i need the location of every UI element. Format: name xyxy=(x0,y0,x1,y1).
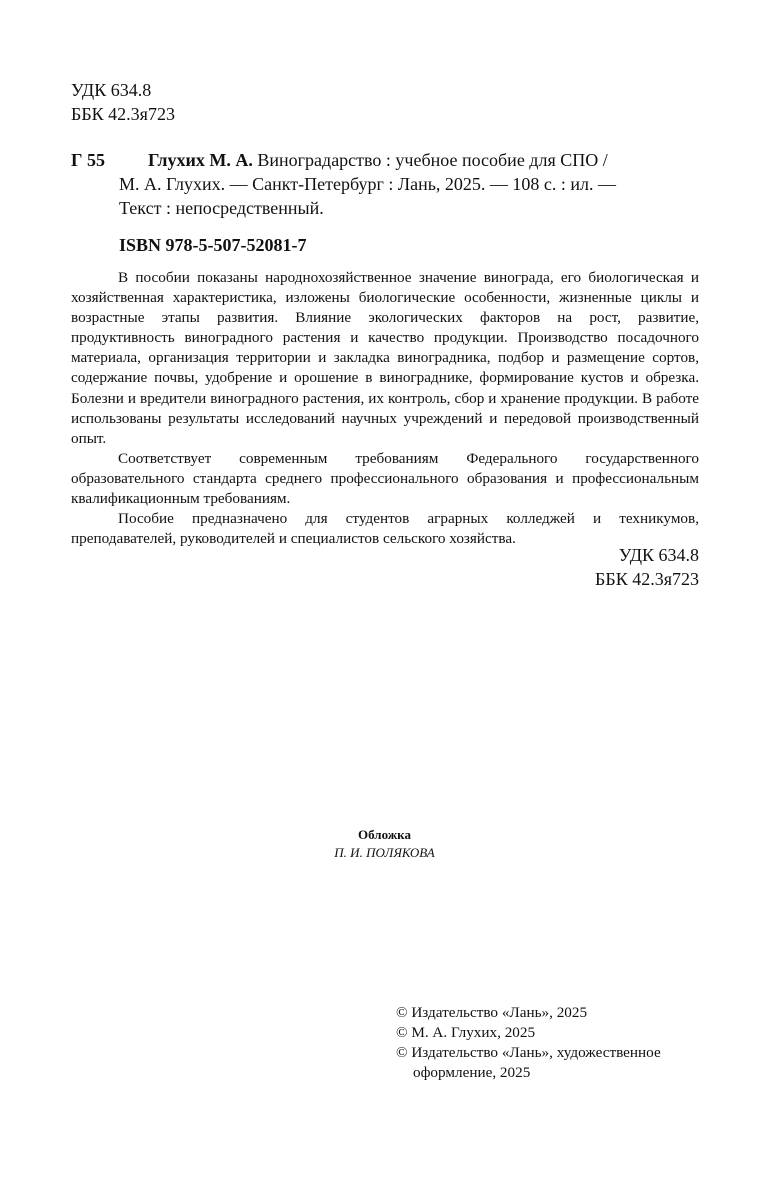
udk-code: УДК 634.8 xyxy=(71,80,152,100)
author-name: Глухих М. А. xyxy=(148,150,253,170)
description-line-1 xyxy=(119,148,699,172)
bibliographic-entry xyxy=(71,148,699,220)
copyright-line-design-cont: оформление, 2025 xyxy=(413,1064,531,1081)
copyright-line-design: © Издательство «Лань», художественное xyxy=(396,1044,661,1061)
author-mark: Г 55 xyxy=(71,150,105,170)
copyright-block xyxy=(396,1003,661,1083)
cover-credit xyxy=(0,826,769,862)
bibliographic-description xyxy=(119,148,699,220)
book-title: Виноградарство : учебное пособие для СПО / xyxy=(252,150,608,170)
copyright-line-publisher: © Издательство «Лань», 2025 xyxy=(396,1004,588,1021)
abstract-paragraph: Соответствует современным требованиям Федерального государственного образовательного стандарта среднего профессионального образования и профессиональным квалификационным требованиям. xyxy=(71,449,699,508)
isbn: ISBN 978-5-507-52081-7 xyxy=(119,235,307,255)
classification-footer xyxy=(595,543,699,591)
classification-header xyxy=(71,78,175,126)
abstract-paragraph: В пособии показаны народнохозяйственное значение винограда, его биологическая и хозяйственная характеристика, изложены биологические особенности, жизненные циклы и возрастные этапы развития. Влияние экологических факторов на рост, развитие, продуктивность виноградного растения и качество продукции. Производство посадочного материала, организация территории и закладка виноградника, подбор и размещение сортов, содержание почвы, удобрение и орошение в винограднике, формирование кустов и обрезка. Болезни и вредители виноградного растения, их контроль, сбор и хранение продукции. В работе использованы результаты исследований научных учреждений и передовой производственный опыт. xyxy=(71,269,699,447)
cover-label: Обложка xyxy=(358,827,411,842)
bbk-code: ББК 42.3я723 xyxy=(71,104,175,124)
udk-code-footer: УДК 634.8 xyxy=(618,545,699,565)
bbk-code-footer: ББК 42.3я723 xyxy=(595,569,699,589)
copyright-line-author: © М. А. Глухих, 2025 xyxy=(396,1024,536,1041)
abstract xyxy=(71,268,699,549)
abstract-paragraph: Пособие предназначено для студентов аграрных колледжей и техникумов, преподавателей, руководителей и специалистов сельского хозяйства. xyxy=(71,510,699,548)
cover-designer: П. И. ПОЛЯКОВА xyxy=(334,845,435,860)
description-line-3: Текст : непосредственный. xyxy=(119,198,324,218)
description-line-2: М. А. Глухих. — Санкт-Петербург : Лань, 2025. — 108 с. : ил. — xyxy=(119,174,617,194)
